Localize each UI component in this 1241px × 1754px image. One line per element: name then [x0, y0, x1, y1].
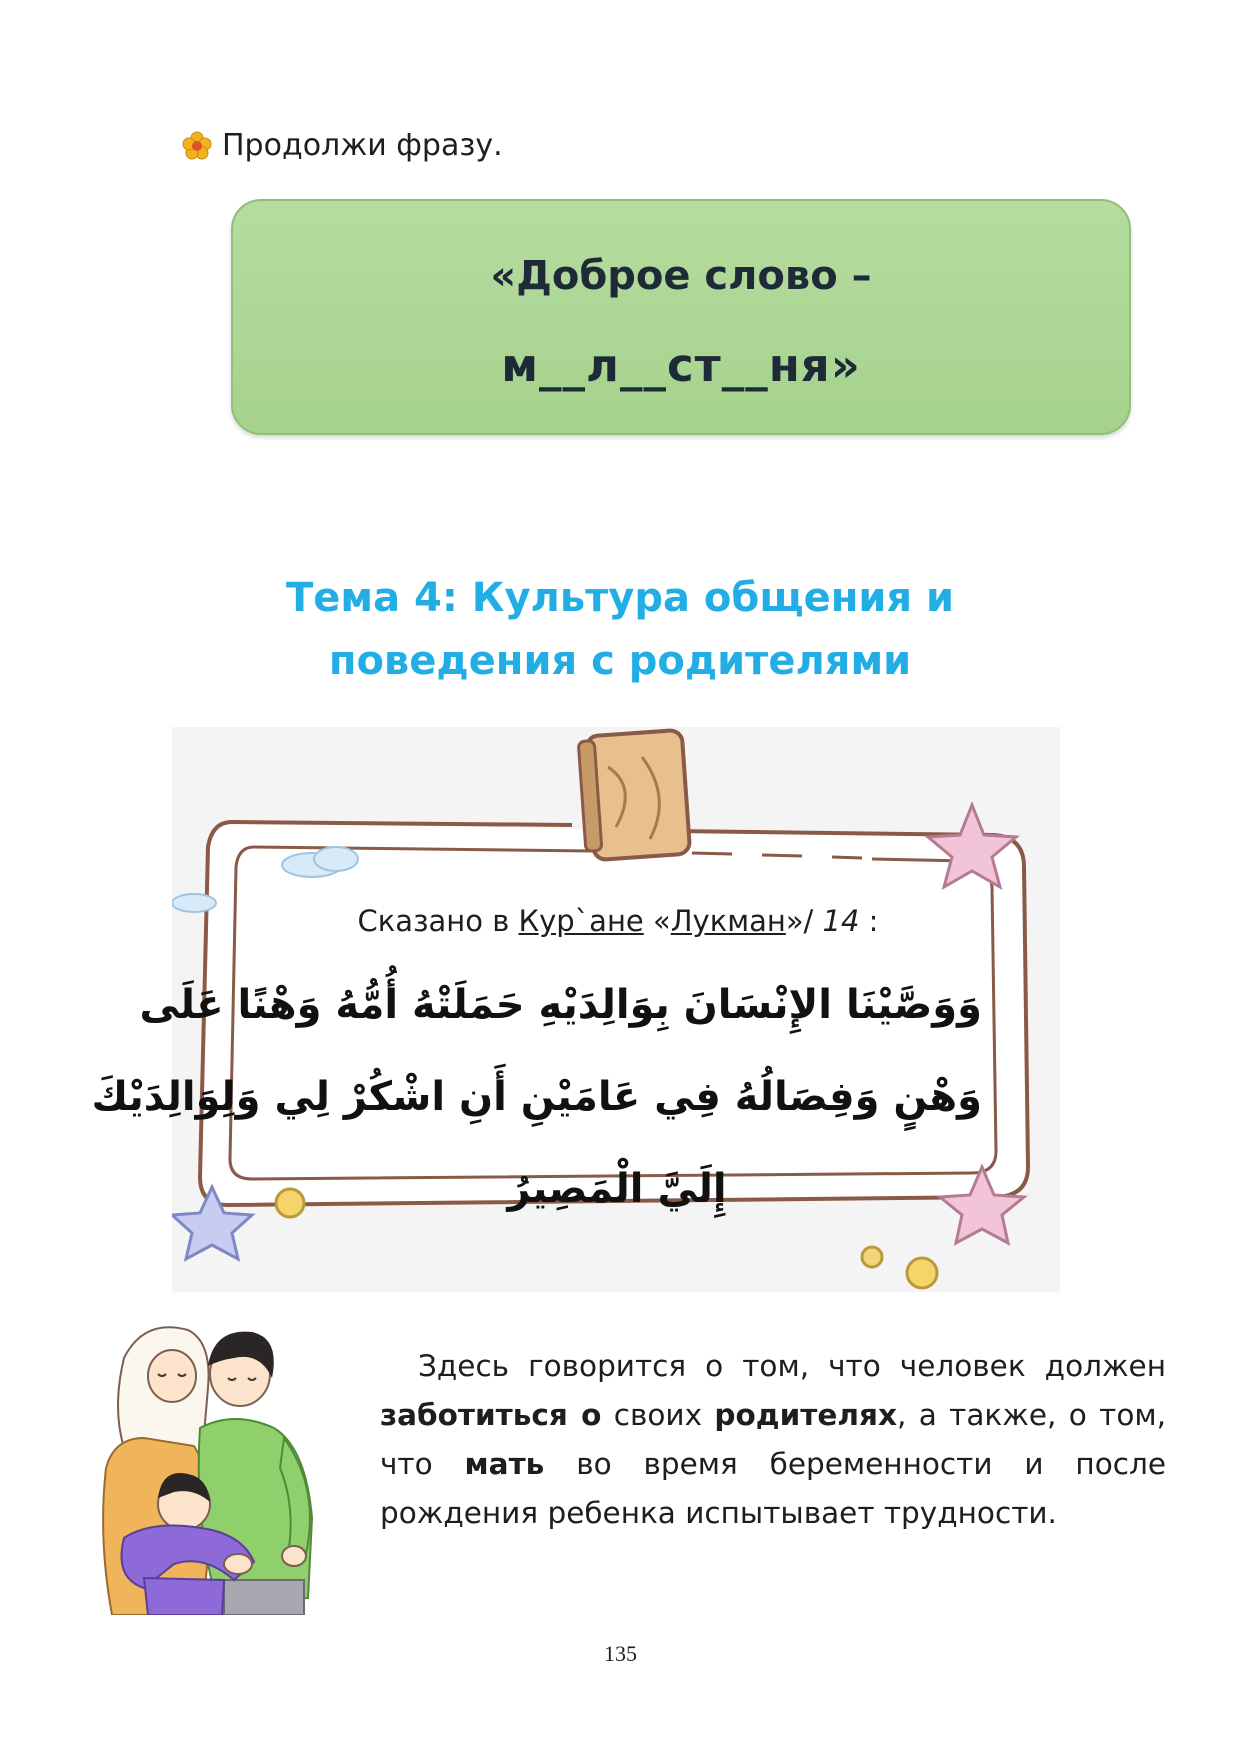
arabic-verse [91, 959, 982, 1235]
family-hug-illustration [84, 1318, 364, 1615]
instruction-text: Продолжи фразу. [222, 128, 503, 163]
explanation-bold-mother: мать [464, 1447, 545, 1481]
ref-quran-word: Кур`ане [518, 904, 644, 938]
explanation-text-3: , а также, о том, что [380, 1398, 1166, 1481]
ref-open-quote: « [643, 904, 671, 938]
phrase-line-1: «Доброе слово – [490, 253, 872, 299]
phrase-line-2-blanks: м__л__ст__ня» [501, 339, 861, 392]
ref-prefix: Сказано в [357, 904, 519, 938]
arabic-line-2: وَهْنٍ وَفِصَالُهُ فِي عَامَيْنِ أَنِ اشْكُرْ لِي وَلِوَالِدَيْكَ [91, 1074, 982, 1120]
flower-icon [182, 131, 212, 161]
ref-close-quote: »/ [785, 904, 823, 938]
explanation-bold-parents: родителях [714, 1398, 897, 1432]
ref-surah-name: Лукман [670, 904, 786, 938]
explanation-text-4: во время беременности и после рождения ребенка испытывает трудности. [380, 1447, 1166, 1530]
quran-reference [328, 904, 908, 938]
explanation-bold-care: заботиться о [380, 1398, 602, 1432]
ref-colon: : [859, 904, 879, 938]
topic-heading [240, 567, 1000, 693]
wooden-clip-icon [578, 730, 690, 860]
arabic-line-1: وَوَصَّيْنَا الإِنْسَانَ بِوَالِدَيْهِ حَمَلَتْهُ أُمُّهُ وَهْنًا عَلَى [139, 982, 982, 1028]
topic-heading-line-1: Тема 4: Культура общения и [285, 575, 954, 621]
arabic-line-3: إِلَيَّ الْمَصِيرُ [507, 1166, 727, 1212]
phrase-box [231, 199, 1131, 435]
explanation-paragraph [380, 1342, 1166, 1538]
explanation-text-2: своих [601, 1398, 715, 1432]
ref-verse-number: 14 [822, 904, 860, 938]
page-number: 135 [604, 1641, 637, 1666]
explanation-text-1: Здесь говорится о том, что человек должен [418, 1349, 1166, 1383]
task-instruction [182, 128, 503, 163]
topic-heading-line-2: поведения с родителями [328, 638, 912, 684]
quran-verse-frame [91, 727, 1060, 1292]
